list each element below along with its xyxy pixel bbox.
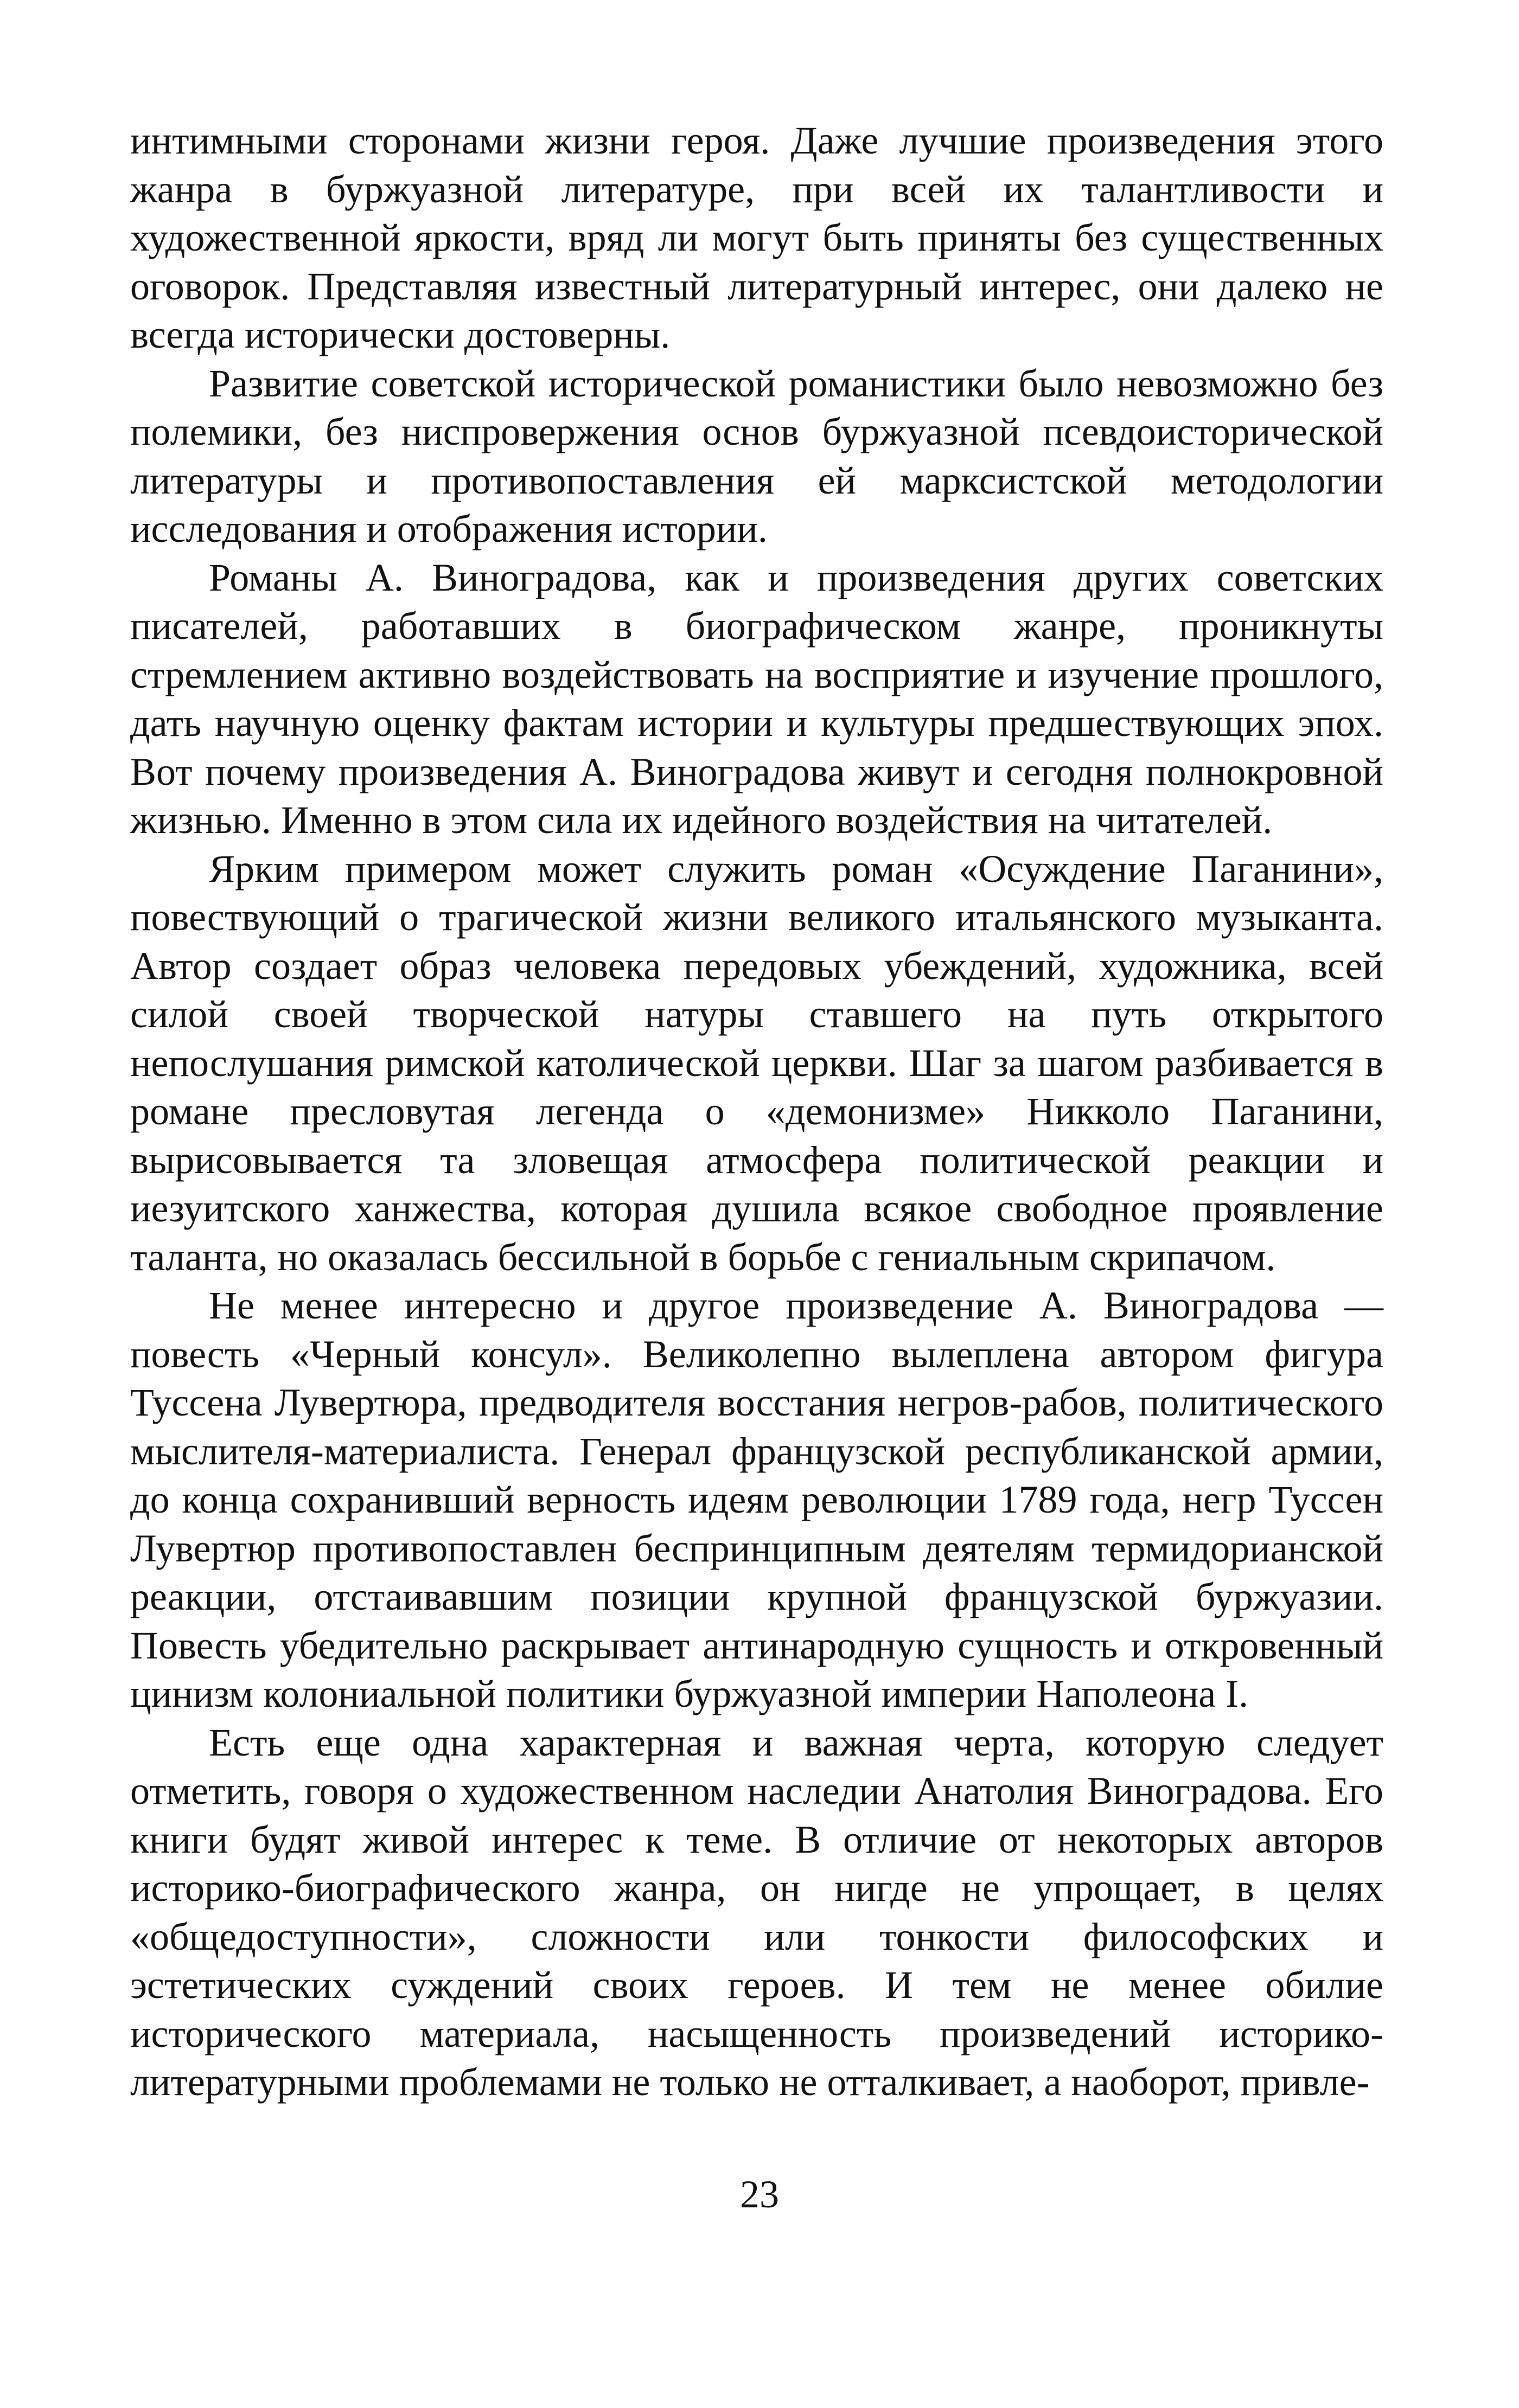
paragraph-6: Есть еще одна характерная и важная черта, которую следует отметить, говоря о художественном наследии Анатолия Виноградова. Его книги будят живой интерес к теме. В отличие от некоторых авторов историко-биографического жанра, он нигде не упрощает, в целях «общедоступности», сложности или тонкости философских и эстетических суждений своих героев. И тем не менее обилие исторического материала, насыщенность произведений историко-литературными проблемами не только не отталкивает, а наоборот, привле- xyxy=(130,1720,1383,2104)
page-body xyxy=(130,117,1383,2107)
paragraph-2: Развитие советской исторической романистики было невозможно без полемики, без ниспровержения основ буржуазной псевдоисторической литературы и противопоставления ей марксистской методологии исследования и отображения истории. xyxy=(130,361,1383,550)
paragraph-5: Не менее интересно и другое произведение А. Виноградова — повесть «Черный консул». Великолепно вылеплена автором фигура Туссена Лувертюра, предводителя восстания негров-рабов, политического мыслителя-материалиста. Генерал французской республиканской армии, до конца сохранивший верность идеям революции 1789 года, негр Туссен Лувертюр противопоставлен беспринципным деятелям термидорианской реакции, отстаивавшим позиции крупной французской буржуазии. Повесть убедительно раскрывает антинародную сущность и откровенный цинизм колониальной политики буржуазной империи Наполеона I. xyxy=(130,1284,1383,1715)
paragraph-3: Романы А. Виноградова, как и произведения других советских писателей, работавших в биографическом жанре, проникнуты стремлением активно воздействовать на восприятие и изучение прошлого, дать научную оценку фактам истории и культуры предшествующих эпох. Вот почему произведения А. Виноградова живут и сегодня полнокровной жизнью. Именно в этом сила их идейного воздействия на читателей. xyxy=(130,555,1383,842)
paragraph-4: Ярким примером может служить роман «Осуждение Паганини», повествующий о трагической жизни великого итальянского музыканта. Автор создает образ человека передовых убеждений, художника, всей силой своей творческой натуры ставшего на путь открытого непослушания римской католической церкви. Шаг за шагом разбивается в романе пресловутая легенда о «демонизме» Никколо Паганини, вырисовывается та зловещая атмосфера политической реакции и иезуитского ханжества, которая душила всякое свободное проявление таланта, но оказалась бессильной в борьбе с гениальным скрипачом. xyxy=(130,847,1383,1279)
page-number: 23 xyxy=(740,2173,779,2216)
paragraph-1: интимными сторонами жизни героя. Даже лучшие произведения этого жанра в буржуазной литературе, при всей их талантливости и художественной яркости, вряд ли могут быть приняты без существенных оговорок. Представляя известный литературный интерес, они далеко не всегда исторически достоверны. xyxy=(130,119,1383,356)
